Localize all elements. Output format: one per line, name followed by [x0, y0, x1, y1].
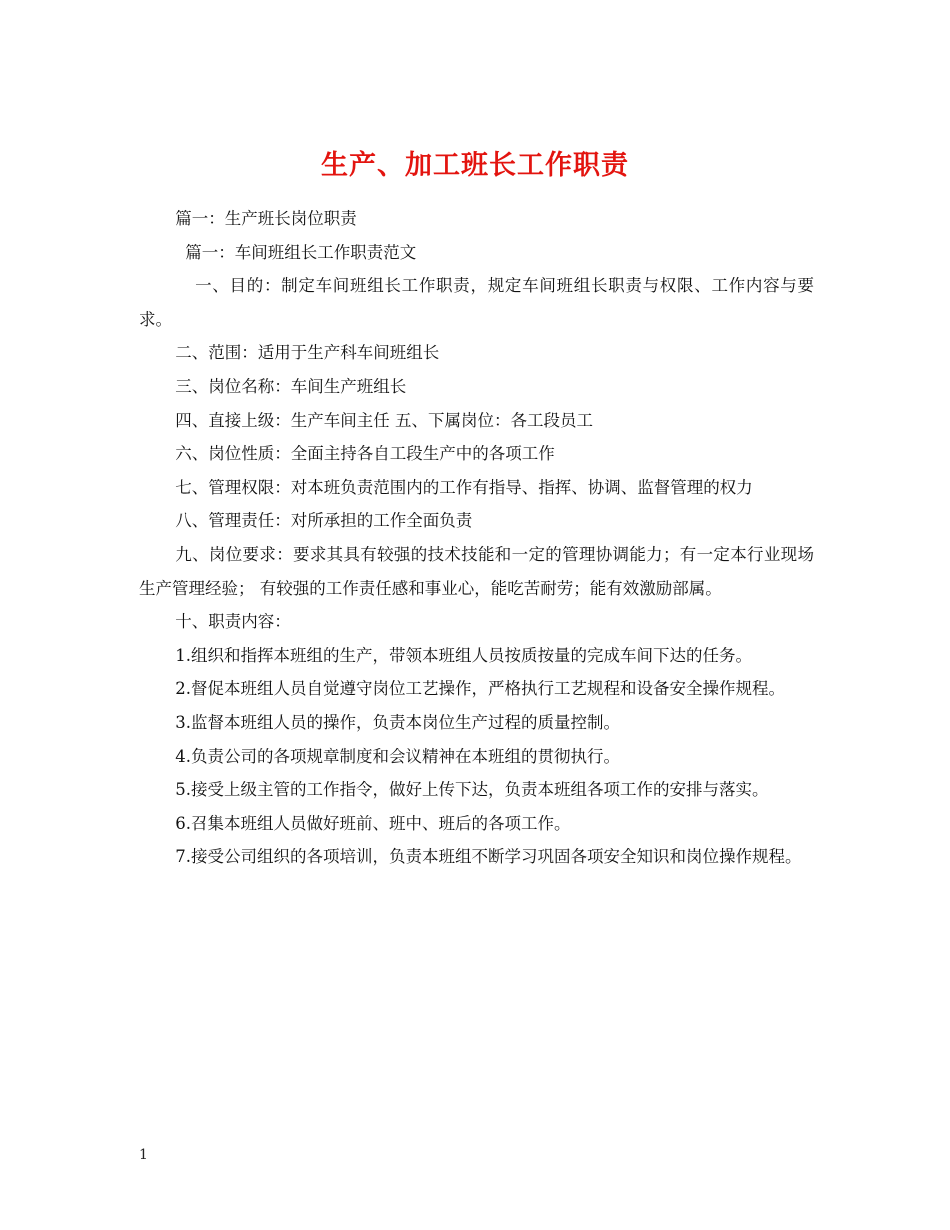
list-item: 1.组织和指挥本班组的生产，带领本班组人员按质按量的完成车间下达的任务。: [175, 645, 753, 665]
paragraph-position-name: 三、岗位名称：车间生产班组长: [175, 376, 407, 396]
list-item: 7.接受公司组织的各项培训，负责本班组不断学习巩固各项安全知识和岗位操作规程。: [175, 847, 802, 867]
list-item: 4.负责公司的各项规章制度和会议精神在本班组的贯彻执行。: [175, 746, 621, 766]
subsection-heading: 篇一：车间班组长工作职责范文: [185, 242, 417, 262]
list-item: 2.督促本班组人员自觉遵守岗位工艺操作，严格执行工艺规程和设备安全操作规程。: [175, 679, 786, 699]
paragraph-responsibility: 八、管理责任：对所承担的工作全面负责: [175, 511, 473, 531]
paragraph-scope: 二、范围：适用于生产科车间班组长: [175, 343, 440, 363]
list-item: 3.监督本班组人员的操作，负责本岗位生产过程的质量控制。: [175, 712, 621, 732]
paragraph-purpose: 一、目的：制定车间班组长工作职责，规定车间班组长职责与权限、工作内容与要求。: [139, 276, 814, 329]
list-item: 5.接受上级主管的工作指令，做好上传下达，负责本班组各项工作的安排与落实。: [175, 780, 769, 800]
section-heading: 篇一：生产班长岗位职责: [175, 209, 357, 228]
paragraph-requirements: 九、岗位要求：要求其具有较强的技术技能和一定的管理协调能力；有一定本行业现场生产管理经验； 有较强的工作责任感和事业心，能吃苦耐劳；能有效激励部属。: [139, 544, 814, 598]
list-item: 6.召集本班组人员做好班前、班中、班后的各项工作。: [175, 813, 571, 833]
document-body: [139, 202, 814, 874]
paragraph-nature: 六、岗位性质：全面主持各自工段生产中的各项工作: [175, 444, 555, 464]
paragraph-authority: 七、管理权限：对本班负责范围内的工作有指导、指挥、协调、监督管理的权力: [175, 477, 753, 497]
page-number: 1: [139, 1147, 148, 1163]
paragraph-superior: 四、直接上级：生产车间主任 五、下属岗位：各工段员工: [175, 410, 594, 430]
document-title: 生产、加工班长工作职责: [321, 150, 629, 182]
paragraph-duties-heading: 十、职责内容：: [175, 612, 291, 632]
